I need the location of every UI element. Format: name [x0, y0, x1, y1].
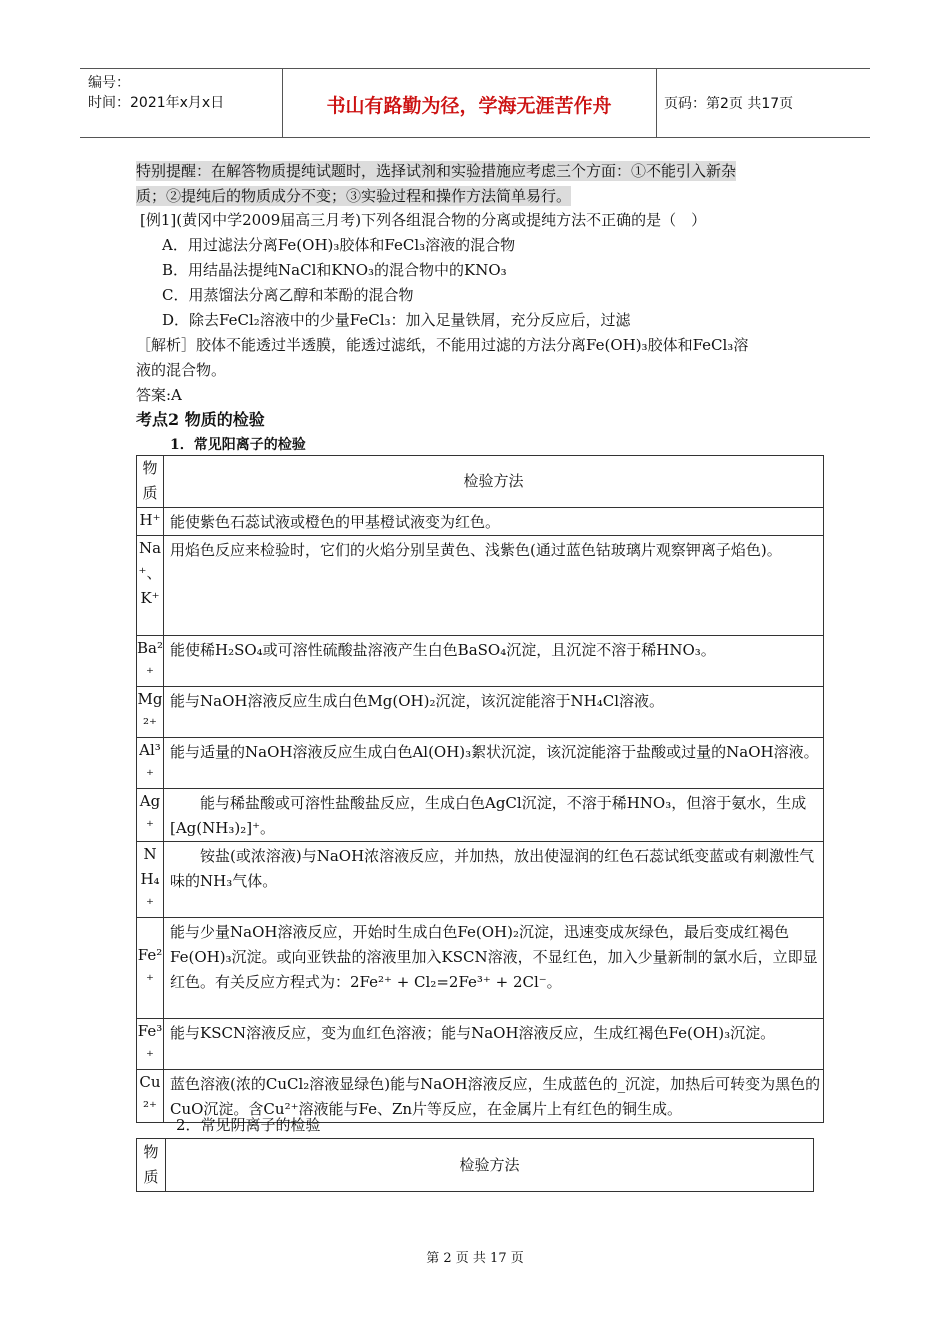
table-header-row	[137, 456, 824, 508]
table-header-row	[137, 1139, 814, 1192]
table-row	[137, 1019, 824, 1070]
cation-table	[136, 455, 824, 1123]
tip-line: 特别提醒：在解答物质提纯试题时，选择试剂和实验措施应考虑三个方面：①不能引入新杂	[136, 162, 737, 180]
method-cell: 能与少量NaOH溶液反应，开始时生成白色Fe(OH)₂沉淀，迅速变成灰绿色，最后变成红褐色Fe(OH)₃沉淀。或向亚铁盐的溶液里加入KSCN溶液，不显红色，加入少量新制的氯水后，立即显红色。有关反应方程式为：2Fe²⁺ + Cl₂=2Fe³⁺ + 2Cl⁻。	[164, 918, 824, 1019]
method-cell: 蓝色溶液(浓的CuCl₂溶液显绿色)能与NaOH溶液反应，生成蓝色的_沉淀，加热后可转变为黑色的CuO沉淀。含Cu²⁺溶液能与Fe、Zn片等反应，在金属片上有红色的铜生成。	[164, 1070, 824, 1123]
example-question: [例1](黄冈中学2009届高三月考)下列各组混合物的分离或提纯方法不正确的是（ ）	[140, 211, 707, 229]
method-cell: 能使稀H₂SO₄或可溶性硫酸盐溶液产生白色BaSO₄沉淀，且沉淀不溶于稀HNO₃。	[164, 636, 824, 687]
analysis-line: 液的混合物。	[136, 361, 227, 379]
method-cell: 能与稀盐酸或可溶性盐酸盐反应，生成白色AgCl沉淀，不溶于稀HNO₃，但溶于氨水，生成[Ag(NH₃)₂]⁺。	[164, 789, 824, 842]
method-cell: 铵盐(或浓溶液)与NaOH浓溶液反应，并加热，放出使湿润的红色石蕊试纸变蓝或有刺激性气味的NH₃气体。	[164, 842, 824, 918]
table-row	[137, 918, 824, 1019]
table-row	[137, 738, 824, 789]
method-cell: 能与适量的NaOH溶液反应生成白色Al(OH)₃絮状沉淀，该沉淀能溶于盐酸或过量的NaOH溶液。	[164, 738, 824, 789]
table-row	[137, 636, 824, 687]
header-substance: 物质	[137, 1139, 166, 1192]
option-b: B．用结晶法提纯NaCl和KNO₃的混合物中的KNO₃	[162, 261, 507, 279]
header-substance: 物质	[137, 456, 164, 508]
table-row	[137, 508, 824, 536]
ion-cell: Ag⁺	[137, 789, 164, 842]
option-d: D．除去FeCl₂溶液中的少量FeCl₃：加入足量铁屑，充分反应后，过滤	[162, 311, 631, 329]
header-left	[88, 73, 224, 113]
anion-table	[136, 1138, 814, 1192]
header-divider	[656, 69, 657, 137]
answer: 答案:A	[136, 386, 182, 404]
header-method: 检验方法	[164, 456, 824, 508]
date-label: 时间：2021年x月x日	[88, 95, 225, 111]
method-cell: 能与NaOH溶液反应生成白色Mg(OH)₂沉淀，该沉淀能溶于NH₄Cl溶液。	[164, 687, 824, 738]
option-a: A．用过滤法分离Fe(OH)₃胶体和FeCl₃溶液的混合物	[162, 236, 516, 254]
page-header	[80, 68, 870, 138]
page-indicator: 页码：第2页 共17页	[664, 96, 794, 112]
option-c: C．用蒸馏法分离乙醇和苯酚的混合物	[162, 286, 414, 304]
ion-cell: Ba²⁺	[137, 636, 164, 687]
ion-cell: Mg²⁺	[137, 687, 164, 738]
subsection-title: 2．常见阴离子的检验	[176, 1116, 321, 1134]
header-motto: 书山有路勤为径，学海无涯苦作舟	[326, 95, 612, 117]
header-method: 检验方法	[166, 1139, 814, 1192]
ion-cell: Na⁺、K⁺	[137, 536, 164, 636]
table-row	[137, 687, 824, 738]
method-cell: 用焰色反应来检验时，它们的火焰分别呈黄色、浅紫色(通过蓝色钴玻璃片观察钾离子焰色)。	[164, 536, 824, 636]
ion-cell: H⁺	[137, 508, 164, 536]
ion-cell: Al³⁺	[137, 738, 164, 789]
method-cell: 能使紫色石蕊试液或橙色的甲基橙试液变为红色。	[164, 508, 824, 536]
subsection-title: 1．常见阳离子的检验	[170, 437, 306, 453]
table-row	[137, 842, 824, 918]
ion-cell: Cu²⁺	[137, 1070, 164, 1123]
analysis-line: ［解析］胶体不能透过半透膜，能透过滤纸，不能用过滤的方法分离Fe(OH)₃胶体和FeCl₃溶	[136, 336, 749, 354]
method-cell: 能与KSCN溶液反应，变为血红色溶液；能与NaOH溶液反应，生成红褐色Fe(OH)₃沉淀。	[164, 1019, 824, 1070]
section-title: 考点2 物质的检验	[136, 410, 265, 429]
ion-cell: Fe³⁺	[137, 1019, 164, 1070]
number-label: 编号：	[88, 75, 130, 91]
ion-cell: Fe²⁺	[137, 918, 164, 1019]
tip-line: 质；②提纯后的物质成分不变；③实验过程和操作方法简单易行。	[136, 187, 572, 205]
ion-cell: NH₄⁺	[137, 842, 164, 918]
table-row	[137, 789, 824, 842]
page-footer: 第 2 页 共 17 页	[426, 1251, 524, 1266]
table-row	[137, 536, 824, 636]
